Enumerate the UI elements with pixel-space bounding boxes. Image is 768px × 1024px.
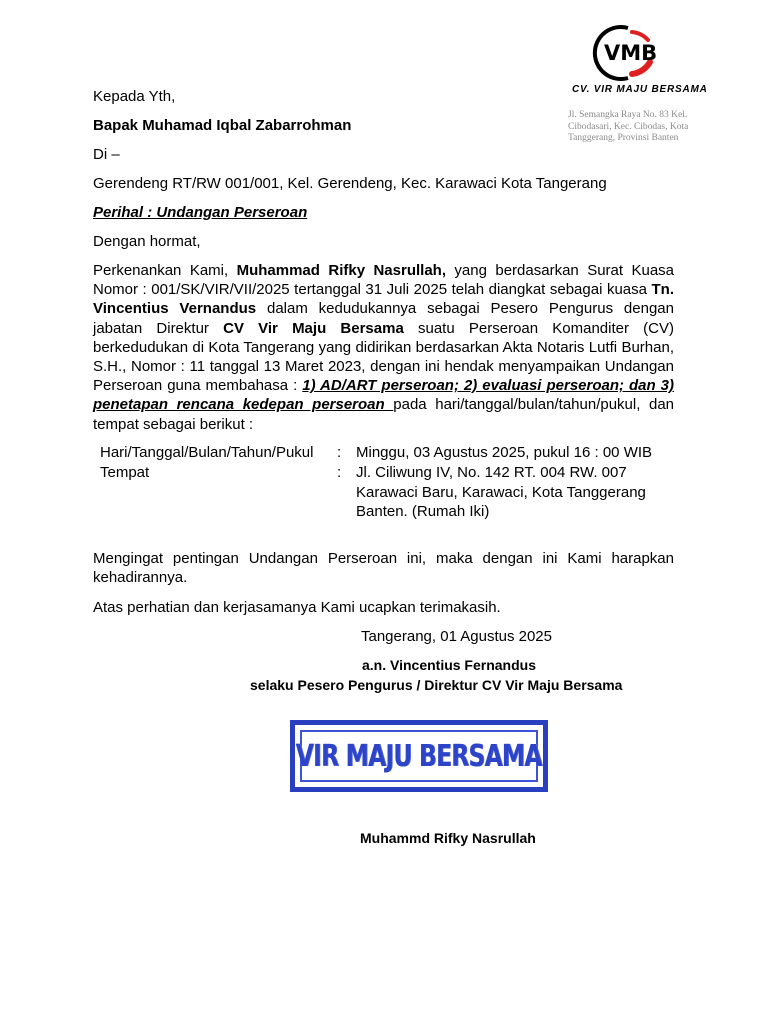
- company-address: Jl. Semangka Raya No. 83 Kel. Cibodasari, Kec. Cibodas, Kota Tanggerang, Provinsi Banten: [568, 110, 689, 143]
- p1-position: dalam kedudukannya sebagai Pesero Pengurus dengan jabatan Direktur: [93, 300, 674, 337]
- p1-company-name: CV Vir Maju Bersama: [223, 319, 404, 337]
- company-logo: [588, 22, 680, 84]
- letter-subject: Perihal : Undangan Perseroan: [93, 204, 308, 221]
- company-name: CV. VIR MAJU BERSAMA: [572, 84, 708, 95]
- letter-greeting: Dengan hormat,: [93, 233, 201, 250]
- detail-colon-datetime: :: [337, 444, 342, 461]
- detail-value-datetime: Minggu, 03 Agustus 2025, pukul 16 : 00 WIB: [356, 444, 653, 461]
- closing-paragraph: Mengingat pentingan Undangan Perseroan ini, maka dengan ini Kami harapkan kehadirannya.: [93, 550, 674, 587]
- recipient-di: Di –: [93, 146, 120, 163]
- company-stamp: [290, 720, 548, 792]
- logo-text: VMB: [604, 41, 658, 65]
- on-behalf-of: a.n. Vincentius Fernandus: [362, 657, 537, 673]
- detail-label-datetime: Hari/Tanggal/Bulan/Tahun/Pukul: [100, 444, 314, 461]
- p1-power-of-attorney: yang berdasarkan Surat Kuasa Nomor : 001/SK/VIR/VII/2025 tertanggal 31 Juli 2025 telah diangkat sebagai kuasa: [93, 262, 674, 299]
- recipient-address: Gerendeng RT/RW 001/001, Kel. Gerendeng, Kec. Karawaci Kota Tangerang: [93, 175, 607, 192]
- recipient-name: Bapak Muhamad Iqbal Zabarrohman: [93, 117, 352, 134]
- signatory-position: selaku Pesero Pengurus / Direktur CV Vir Maju Bersama: [250, 677, 623, 693]
- p1-company-details: suatu Perseroan Komanditer (CV) berkedudukan di Kota Tangerang yang didirikan berdasarkan Akta Notaris Lutfi Burhan, S.H., Nomor : 11 tanggal 13 Maret 2023, dengan ini hendak menyampaikan Undangan Perseroan guna membahasa :: [93, 319, 675, 395]
- detail-label-place: Tempat: [100, 464, 150, 481]
- p1-principal-name: Tn. Vincentius Vernandus: [93, 281, 674, 318]
- signatory-name: Muhammd Rifky Nasrullah: [360, 830, 536, 846]
- main-paragraph: [93, 261, 674, 434]
- detail-value-place: Jl. Ciliwung IV, No. 142 RT. 004 RW. 007 Karawaci Baru, Karawaci, Kota Tanggerang Banten. (Rumah Iki): [356, 464, 646, 520]
- p1-proxy-name: Muhammad Rifky Nasrullah,: [236, 262, 446, 279]
- detail-colon-place: :: [337, 464, 342, 481]
- company-stamp-inner: [296, 730, 542, 782]
- place-date: Tangerang, 01 Agustus 2025: [361, 628, 552, 645]
- stamp-text: VIR MAJU BERSAMA: [296, 738, 542, 774]
- p1-schedule-intro: pada hari/tanggal/bulan/tahun/pukul, dan tempat sebagai berikut :: [93, 396, 675, 433]
- thanks-paragraph: Atas perhatian dan kerjasamanya Kami ucapkan terimakasih.: [93, 599, 501, 616]
- p1-agenda: 1) AD/ART perseroan; 2) evaluasi perseroan; dan 3) penetapan rencana kedepan perseroan: [93, 377, 674, 414]
- p1-intro: Perkenankan Kami,: [93, 262, 237, 279]
- recipient-salutation: Kepada Yth,: [93, 88, 176, 105]
